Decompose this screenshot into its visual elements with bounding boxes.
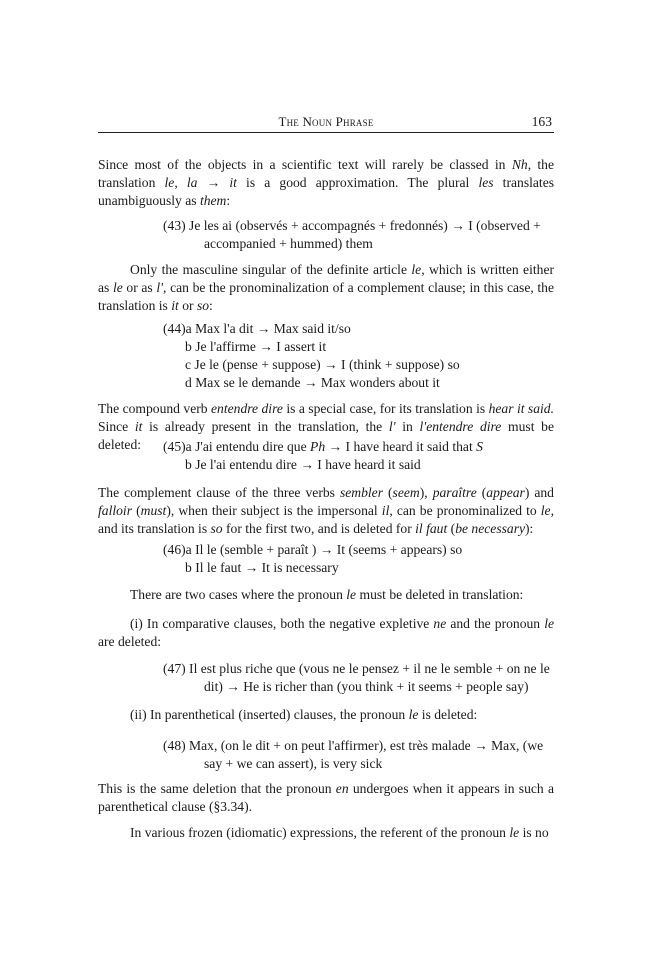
list-item-ii: (ii) In parenthetical (inserted) clauses, the pronoun le is deleted: bbox=[130, 707, 478, 722]
paragraph-5: There are two cases where the pronoun le must be deleted in translation: bbox=[130, 587, 524, 602]
example-43: (43) Je les ai (observés + accompagnés + fredonnés) → I (observed + accompanied + hummed) them bbox=[163, 218, 541, 251]
example-48: (48) Max, (on le dit + on peut l'affirmer), est très malade → Max, (we say + we can assert), is very sick bbox=[163, 738, 544, 771]
example-45: (45)a J'ai entendu dire que Ph → I have heard it said that S b Je l'ai entendu dire → I have heard it said bbox=[163, 439, 483, 472]
page-header bbox=[98, 112, 554, 133]
paragraph-1: Since most of the objects in a scientific text will rarely be classed in Nh, the translation le, la → it is a good approximation. The plural les translates unambiguously as them: bbox=[98, 157, 555, 208]
paragraph-2: Only the masculine singular of the definite article le, which is written either as le or as l', can be the pronominalization of a complement clause; in this case, the translation is it or so: bbox=[98, 262, 554, 313]
example-47: (47) Il est plus riche que (vous ne le pensez + il ne le semble + on ne le dit) → He is richer than (you think + it seems + people say) bbox=[163, 661, 550, 694]
paragraph-4: The complement clause of the three verbs sembler (seem), paraître (appear) and falloir (must), when their subject is the impersonal il, can be pronominalized to le, and its translation is so for the first two, and is deleted for il faut (be necessary): bbox=[98, 485, 554, 536]
example-46: (46)a Il le (semble + paraît ) → It (seems + appears) so b Il le faut → It is necessary bbox=[163, 542, 463, 575]
list-item-i: (i) In comparative clauses, both the negative expletive ne and the pronoun le are deleted: bbox=[98, 616, 554, 649]
page-number: 163 bbox=[531, 114, 552, 129]
example-44: (44)a Max l'a dit → Max said it/so b Je l'affirme → I assert it c Je le (pense + suppose) → I (think + suppose) so d Max se le demande → Max wonders about it bbox=[163, 321, 460, 390]
paragraph-3: The compound verb entendre dire is a special case, for its translation is hear it said. Since it is already present in the translation, the l' in l'entendre dire must be deleted: bbox=[98, 401, 554, 452]
paragraph-6: This is the same deletion that the pronoun en undergoes when it appears in such a parenthetical clause (§3.34). bbox=[98, 781, 554, 814]
running-head: The Noun Phrase bbox=[278, 114, 374, 129]
paragraph-7: In various frozen (idiomatic) expressions, the referent of the pronoun le is no bbox=[130, 825, 549, 840]
